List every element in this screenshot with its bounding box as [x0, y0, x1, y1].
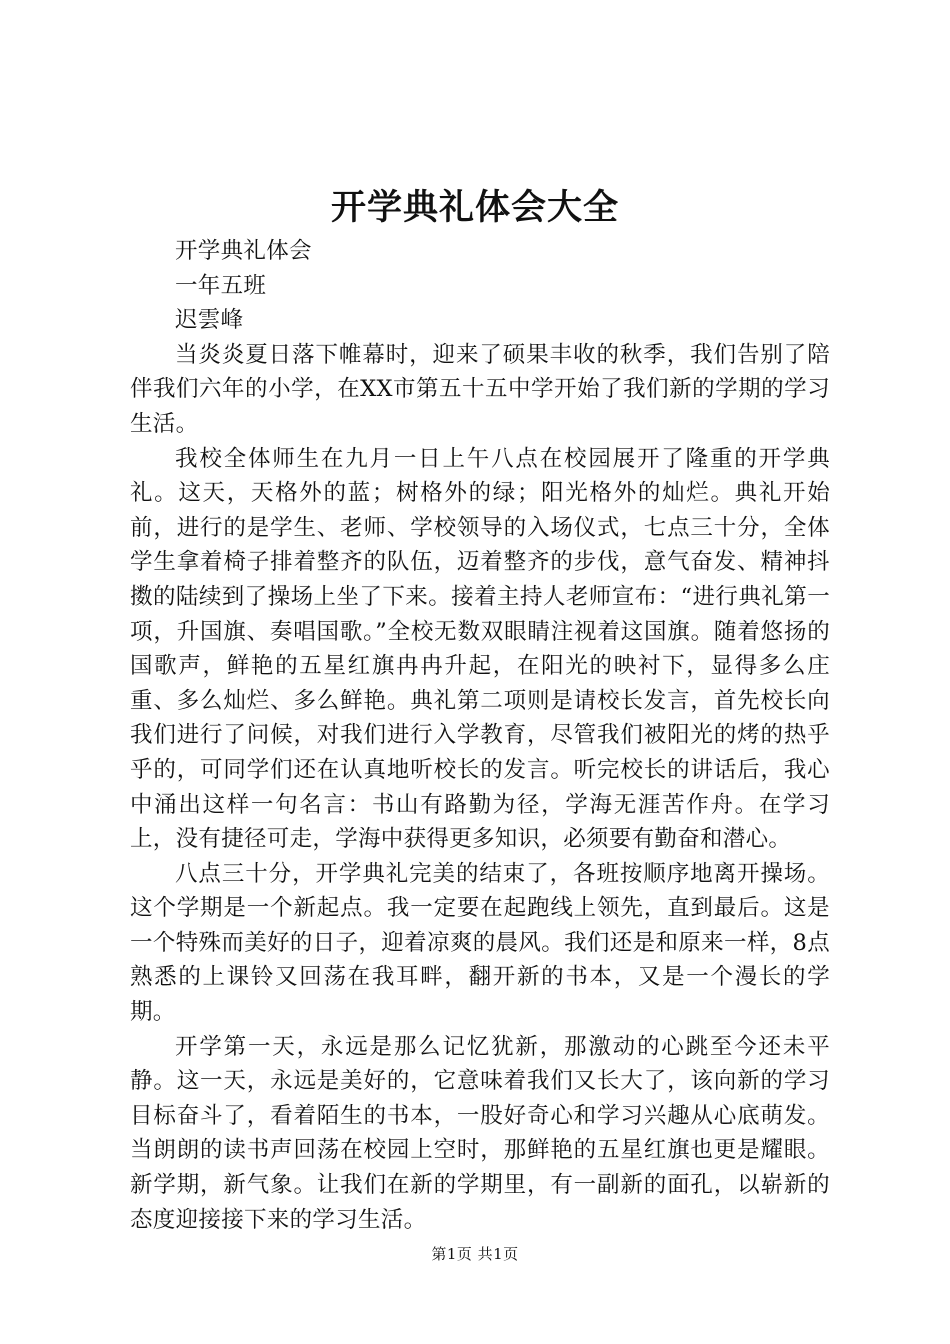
paragraph-1: 当炎炎夏日落下帷幕时，迎来了硕果丰收的秋季，我们告别了陪伴我们六年的小学，在XX市第五十五中学开始了我们新的学期的学习生活。	[130, 341, 830, 437]
paragraph-2: 我校全体师生在九月一日上午八点在校园展开了隆重的开学典礼。这天，天格外的蓝；树格外的绿；阳光格外的灿烂。典礼开始前，进行的是学生、老师、学校领导的入场仪式，七点三十分，全体学生拿着椅子排着整齐的队伍，迈着整齐的步伐，意气奋发、精神抖擞的陆续到了操场上坐了下来。接着主持人老师宣布：“进行典礼第一项，升国旗、奏唱国歌。”全校无数双眼睛注视着这国旗。随着悠扬的国歌声，鲜艳的五星红旗冉冉升起，在阳光的映衬下，显得多么庄重、多么灿烂、多么鲜艳。典礼第二项则是请校长发言，首先校长向我们进行了问候，对我们进行入学教育，尽管我们被阳光的烤的热乎乎的，可同学们还在认真地听校长的发言。听完校长的讲话后，我心中涌出这样一句名言：书山有路勤为径，学海无涯苦作舟。在学习上，没有捷径可走，学海中获得更多知识，必须要有勤奋和潜心。	[130, 445, 830, 853]
document-body	[130, 234, 830, 1237]
document-title: 开学典礼体会大全	[330, 187, 619, 228]
document-subtitle: 开学典礼体会	[175, 238, 312, 264]
page-footer: 第1页 共1页	[431, 1245, 519, 1263]
author-name: 迟雲峰	[175, 307, 244, 334]
paragraph-3: 八点三十分，开学典礼完美的结束了，各班按顺序地离开操场。这个学期是一个新起点。我一定要在起跑线上领先，直到最后。这是一个特殊而美好的日子，迎着凉爽的晨风。我们还是和原来一样，8点熟悉的上课铃又回荡在我耳畔，翻开新的书本，又是一个漫长的学期。	[130, 860, 830, 1026]
class-name: 一年五班	[175, 272, 267, 299]
paragraph-4: 开学第一天，永远是那么记忆犹新，那激动的心跳至今还未平静。这一天，永远是美好的，它意味着我们又长大了，该向新的学习目标奋斗了，看着陌生的书本，一股好奇心和学习兴趣从心底萌发。当朗朗的读书声回荡在校园上空时，那鲜艳的五星红旗也更是耀眼。新学期，新气象。让我们在新的学期里，有一副新的面孔，以崭新的态度迎接接下来的学习生活。	[130, 1033, 830, 1233]
